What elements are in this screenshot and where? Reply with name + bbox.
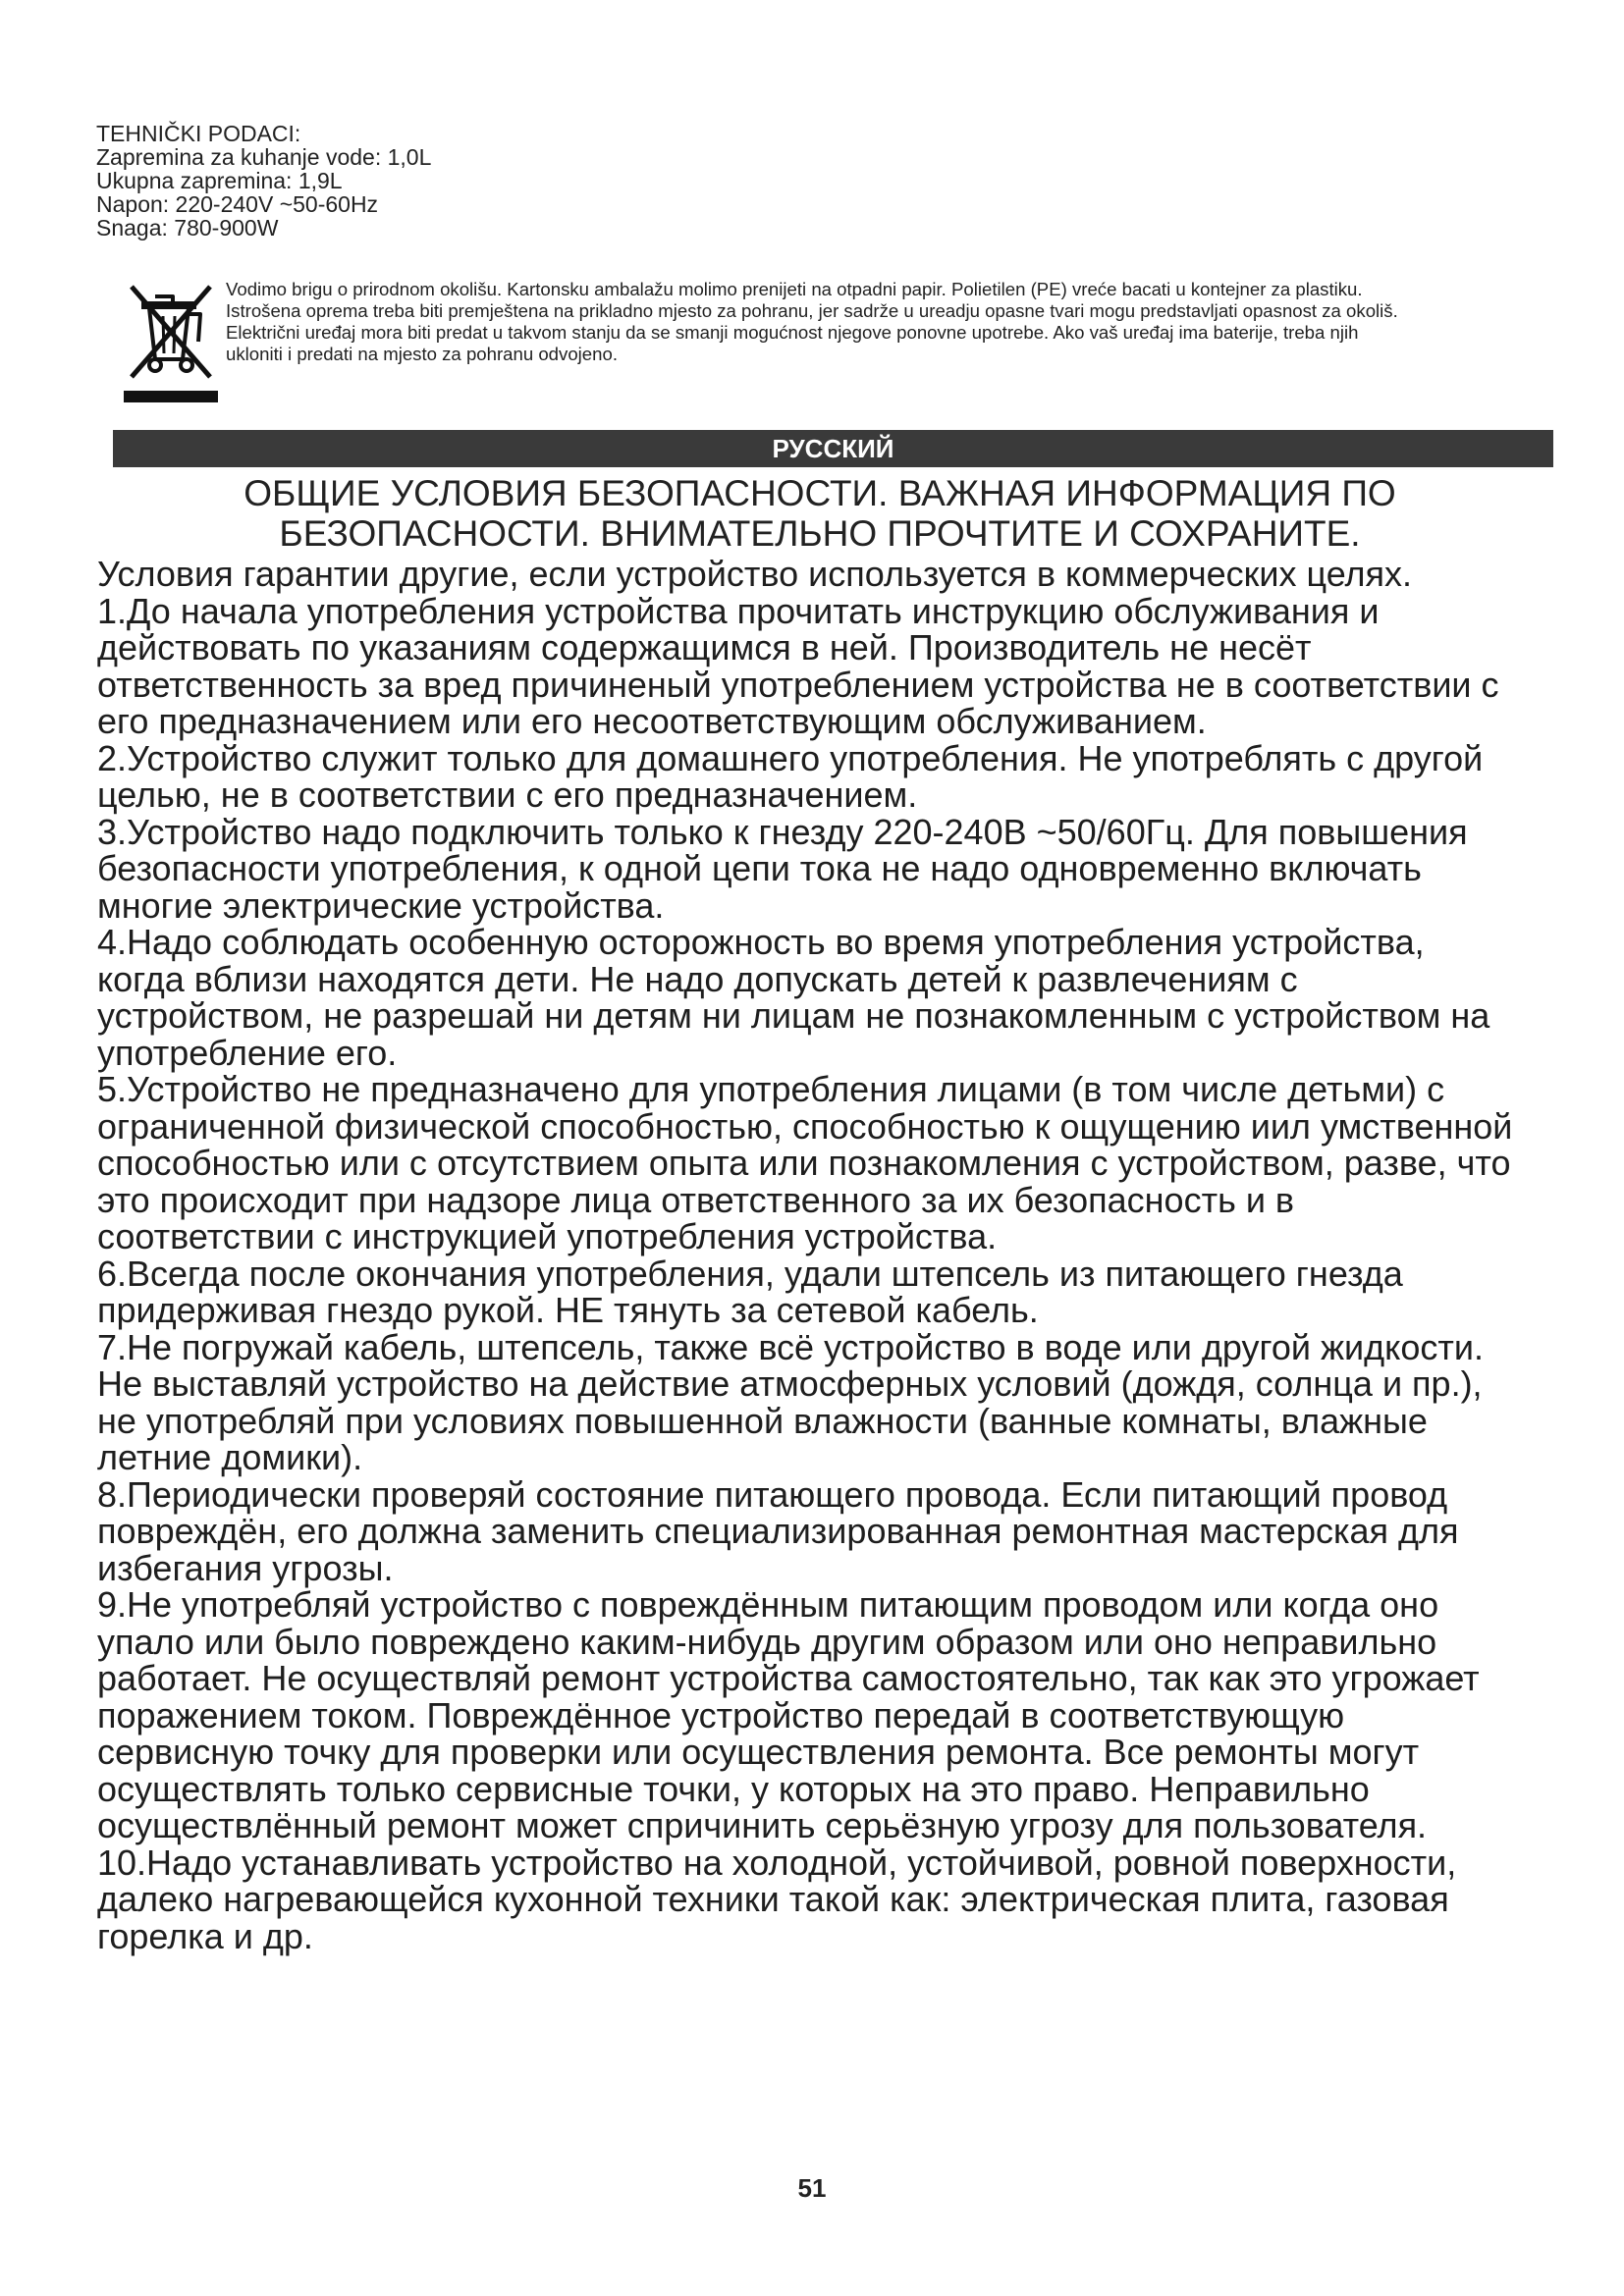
tech-spec-line: Snaga: 780-900W [96, 215, 279, 240]
technical-specs [96, 122, 1549, 240]
body-line: 2.Устройство служит только для домашнего употребления. Не употреблять с другой [97, 737, 1484, 778]
body-line: 7.Не погружай кабель, штепсель, также всё устройство в воде или другой жидкости. [97, 1326, 1484, 1367]
crossed-out-wheelie-bin-icon [122, 279, 220, 404]
body-line: действовать по указаниям содержащимся в ней. Производитель не несёт [97, 627, 1312, 667]
body-line: осуществлённый ремонт может спричинить серьёзную угрозу для пользователя. [97, 1805, 1428, 1845]
body-line: 8.Периодически проверяй состояние питающего провода. Если питающий провод [97, 1473, 1448, 1515]
body-line: придерживая гнездо рукой. НЕ тянуть за сетевой кабель. [97, 1290, 1039, 1330]
recycling-notice [122, 279, 1555, 406]
heading-line: БЕЗОПАСНОСТИ. ВНИМАТЕЛЬНО ПРОЧТИТЕ И СОХРАНИТЕ. [279, 513, 1361, 554]
body-line: это происходит при надзоре лица ответственного за их безопасность и в [97, 1179, 1295, 1220]
language-section-bar: РУССКИЙ [113, 430, 1553, 467]
body-line: Условия гарантии другие, если устройство используется в коммерческих целях. [97, 554, 1413, 594]
body-line: поражением током. Повреждённое устройство передай в соответствующую [97, 1694, 1345, 1735]
body-line: 4.Надо соблюдать особенную осторожность во время употребления устройства, [97, 922, 1425, 962]
body-line: не употребляй при условиях повышенной влажности (ванные комнаты, влажные [97, 1400, 1428, 1441]
body-line: многие электрические устройства. [97, 884, 665, 926]
body-line: Не выставляй устройство на действие атмосферных условий (дождя, солнца и пр.), [97, 1363, 1483, 1404]
body-line: употребление его. [97, 1032, 398, 1073]
tech-spec-line: Zapremina za kuhanje vode: 1,0L [96, 144, 432, 170]
recycling-line: ukloniti i predati na mjesto za pohranu odvojeno. [226, 344, 618, 364]
body-line: 10.Надо устанавливать устройство на холодной, устойчивой, ровной поверхности, [97, 1842, 1457, 1883]
body-line: безопасности употребления, к одной цепи тока не надо одновременно включать [97, 848, 1422, 888]
safety-instructions [97, 556, 1550, 1954]
body-line: способностью или с отсутствием опыта или познакомления с устройством, разве, что [97, 1143, 1511, 1183]
tech-spec-line: Napon: 220-240V ~50-60Hz [96, 191, 379, 217]
body-line: соответствии с инструкцией употребления устройства. [97, 1216, 998, 1256]
body-line: далеко нагревающейся кухонной техники такой как: электрическая плита, газовая [97, 1879, 1449, 1919]
body-line: упало или было повреждено каким-нибудь другим образом или оно неправильно [97, 1621, 1437, 1662]
heading-line: ОБЩИЕ УСЛОВИЯ БЕЗОПАСНОСТИ. ВАЖНАЯ ИНФОРМАЦИЯ ПО [244, 473, 1396, 513]
body-line: 9.Не употребляй устройство с повреждённым питающим проводом или когда оно [97, 1584, 1439, 1625]
safety-heading [98, 473, 1542, 554]
body-line: горелка и др. [97, 1915, 313, 1956]
body-line: 5.Устройство не предназначено для употребления лицами (в том числе детьми) с [97, 1069, 1445, 1109]
body-line: осуществлять только сервисные точки, у которых на это право. Неправильно [97, 1768, 1370, 1809]
tech-specs-title: TEHNIČKI PODACI: [96, 121, 301, 146]
body-line: устройством, не разрешай ни детям ни лицам не познакомленным с устройством на [97, 995, 1490, 1036]
recycling-line: Istrošena oprema treba biti premještena na prikladno mjesto za pohranu, jer sadrže u ureadju opasne tvari mogu predstavljati opasnost za okoliš. [226, 300, 1398, 321]
body-line: 3.Устройство надо подключить только к гнезду 220-240В ~50/60Гц. Для повышения [97, 811, 1468, 852]
recycling-text [226, 279, 1561, 365]
body-line: сервисную точку для проверки или осуществления ремонта. Все ремонты могут [97, 1732, 1420, 1772]
recycling-line: Električni uređaj mora biti predat u takvom stanju da se smanji mogućnost njegove ponovne upotrebe. Ako vaš uređaj ima baterije, treba njih [226, 322, 1359, 343]
body-line: работает. Не осуществляй ремонт устройства самостоятельно, так как это угрожает [97, 1658, 1480, 1698]
recycling-line: Vodimo brigu o prirodnom okolišu. Kartonsku ambalažu molimo prenijeti na otpadni papir. Polietilen (PE) vreće bacati u kontejner za plastiku. [226, 279, 1363, 299]
body-line: повреждён, его должна заменить специализированная ремонтная мастерская для [97, 1511, 1459, 1551]
body-line: его предназначением или его несоответствующим обслуживанием. [97, 701, 1207, 741]
page-number: 51 [797, 2173, 827, 2203]
tech-spec-line: Ukupna zapremina: 1,9L [96, 168, 343, 193]
body-line: 6.Всегда после окончания употребления, удали штепсель из питающего гнезда [97, 1253, 1403, 1294]
body-line: летние домики). [97, 1437, 363, 1477]
body-line: ответственность за вред причиненый употреблением устройства не в соответствии с [97, 664, 1499, 705]
body-line: когда вблизи находятся дети. Не надо допускать детей к развлечениям с [97, 958, 1298, 999]
body-line: ограниченной физической способностью, способностью к ощущению иил умственной [97, 1105, 1513, 1147]
body-line: 1.До начала употребления устройства прочитать инструкцию обслуживания и [97, 590, 1380, 631]
body-line: избегания угрозы. [97, 1547, 394, 1588]
body-line: целью, не в соответствии с его предназначением. [97, 774, 918, 815]
